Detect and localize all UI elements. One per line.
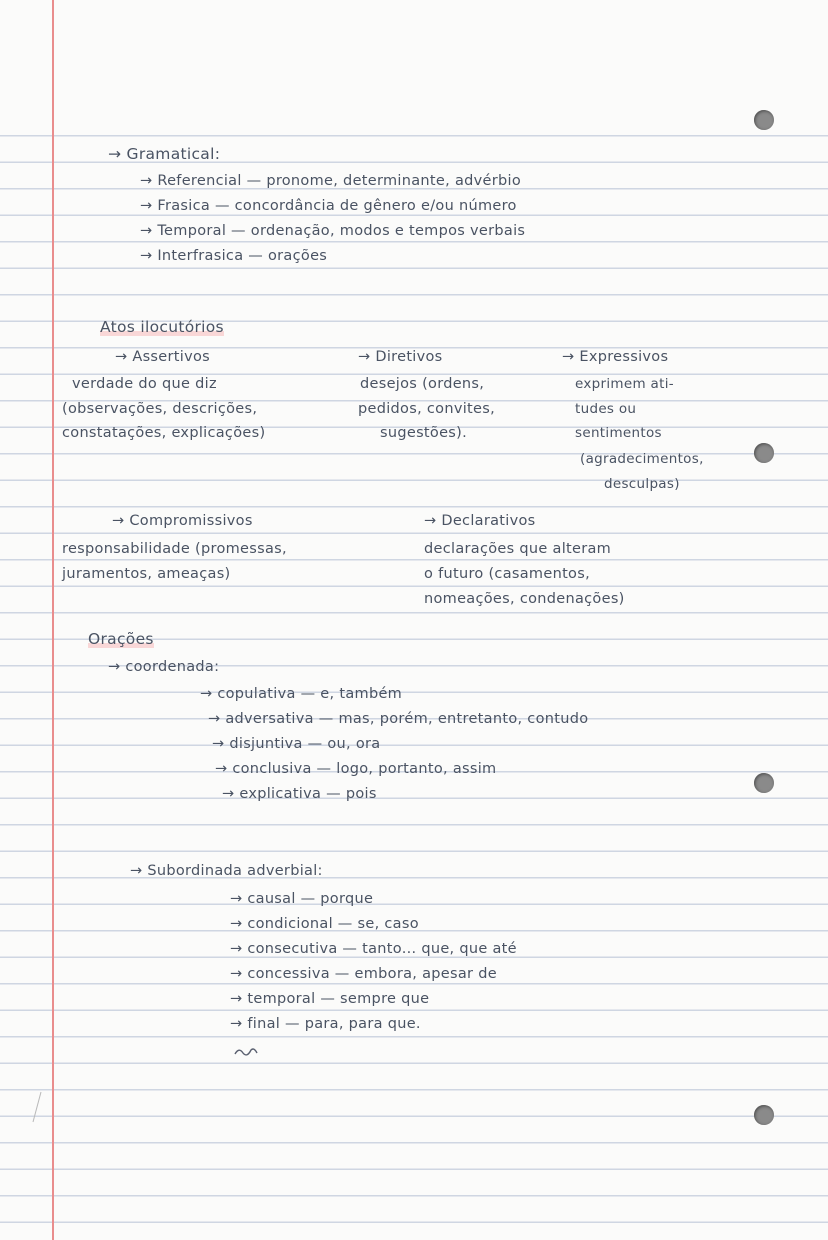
coordenada-line: → copulativa — e, também	[200, 686, 403, 702]
compromissivos-line: juramentos, ameaças)	[62, 566, 231, 582]
expressivos-line: exprimem ati-	[575, 376, 674, 392]
binder-hole-icon	[754, 773, 774, 793]
assertivos-line: constatações, explicações)	[62, 425, 266, 441]
scribble-mark	[233, 1045, 259, 1059]
page-top-margin	[0, 0, 828, 112]
coordenada-line: → adversativa — mas, porém, entretanto, contudo	[208, 711, 589, 727]
declarativos-line: nomeações, condenações)	[424, 591, 625, 607]
declarativos-line: o futuro (casamentos,	[424, 566, 590, 582]
compromissivos-head: → Compromissivos	[112, 513, 253, 529]
subordinada-line: → temporal — sempre que	[230, 991, 430, 1007]
gramatical-line: → Frasica — concordância de gênero e/ou número	[140, 198, 517, 214]
atos-title: Atos ilocutórios	[100, 318, 224, 336]
declarativos-line: declarações que alteram	[424, 541, 612, 557]
diretivos-line: sugestões).	[380, 425, 468, 441]
expressivos-line: sentimentos	[575, 425, 662, 441]
red-margin-line	[52, 0, 54, 1240]
gramatical-line: → Referencial — pronome, determinante, advérbio	[140, 173, 521, 189]
subordinada-line: → consecutiva — tanto... que, que até	[230, 941, 517, 957]
subordinada-line: → condicional — se, caso	[230, 916, 419, 932]
gramatical-line: → Interfrasica — orações	[140, 248, 328, 264]
coordenada-line: → disjuntiva — ou, ora	[212, 736, 381, 752]
binder-hole-icon	[754, 110, 774, 130]
expressivos-line: desculpas)	[604, 476, 680, 492]
diretivos-line: desejos (ordens,	[360, 376, 485, 392]
diretivos-line: pedidos, convites,	[358, 401, 496, 417]
oracoes-title: Orações	[88, 630, 154, 648]
compromissivos-line: responsabilidade (promessas,	[62, 541, 287, 557]
gramatical-line: → Temporal — ordenação, modos e tempos verbais	[140, 223, 526, 239]
binder-hole-icon	[754, 443, 774, 463]
binder-hole-icon	[754, 1105, 774, 1125]
coordenada-line: → explicativa — pois	[222, 786, 377, 802]
assertivos-head: → Assertivos	[115, 349, 210, 365]
expressivos-line: (agradecimentos,	[580, 451, 704, 467]
diretivos-head: → Diretivos	[358, 349, 443, 365]
gramatical-title: → Gramatical:	[108, 145, 221, 163]
expressivos-head: → Expressivos	[562, 349, 669, 365]
assertivos-line: (observações, descrições,	[62, 401, 258, 417]
subordinada-line: → final — para, para que.	[230, 1016, 421, 1032]
declarativos-head: → Declarativos	[424, 513, 536, 529]
margin-pencil-mark	[30, 1090, 44, 1124]
coordenada-head: → coordenada:	[108, 659, 220, 675]
coordenada-line: → conclusiva — logo, portanto, assim	[215, 761, 497, 777]
subordinada-head: → Subordinada adverbial:	[130, 863, 323, 879]
subordinada-line: → causal — porque	[230, 891, 374, 907]
subordinada-line: → concessiva — embora, apesar de	[230, 966, 497, 982]
assertivos-line: verdade do que diz	[72, 376, 217, 392]
expressivos-line: tudes ou	[575, 401, 637, 417]
